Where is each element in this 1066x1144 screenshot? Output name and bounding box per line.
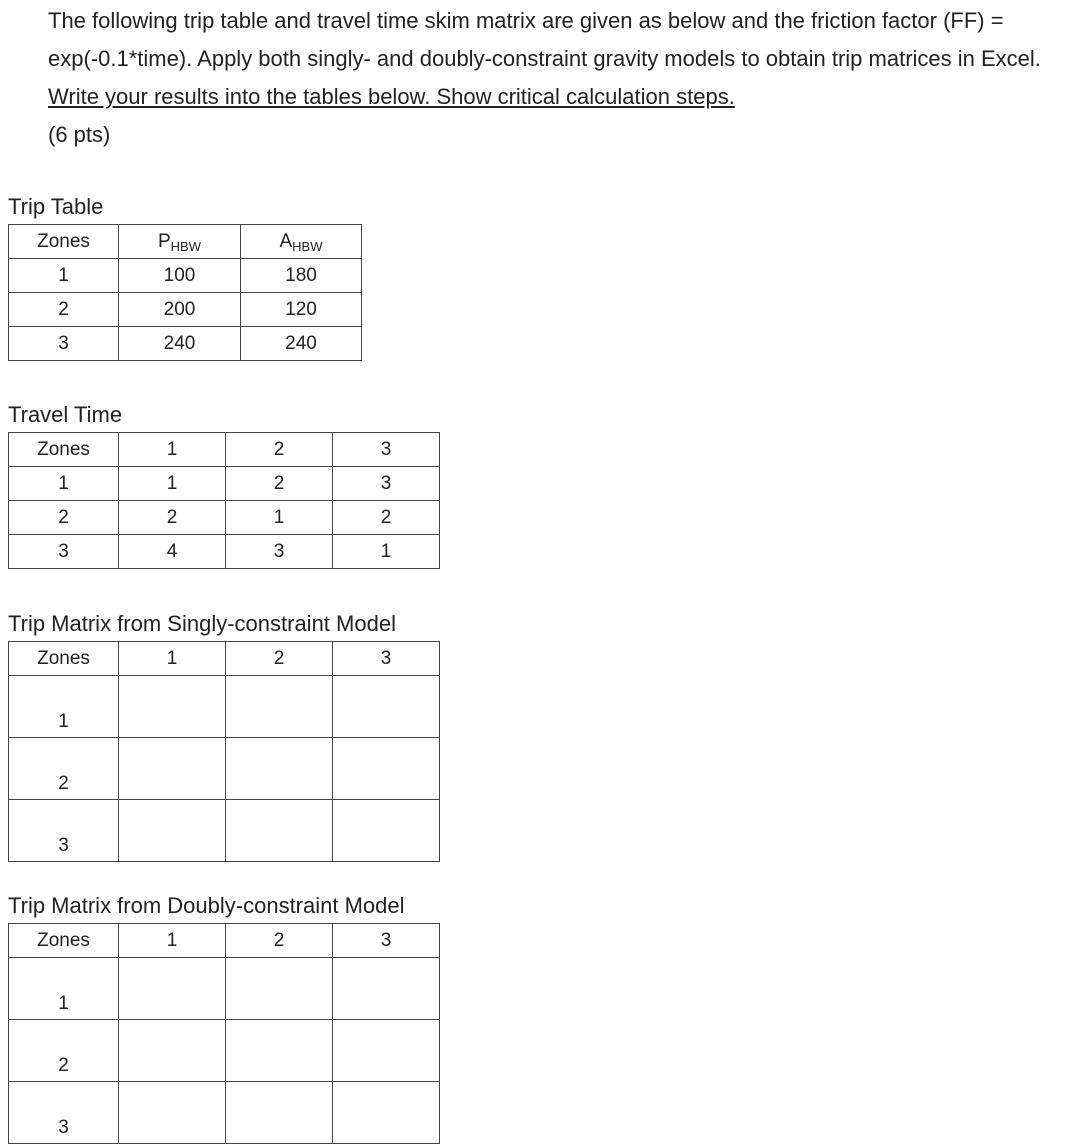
zone-cell: 2 <box>9 293 119 327</box>
travel-time-table <box>8 432 440 569</box>
attraction-cell: 120 <box>241 293 362 327</box>
header-zones: Zones <box>9 642 119 676</box>
zone-cell: 3 <box>9 800 119 862</box>
empty-answer-cell[interactable] <box>226 676 333 738</box>
header-production <box>119 225 241 259</box>
empty-answer-cell[interactable] <box>333 676 440 738</box>
table-row <box>9 259 362 293</box>
time-cell: 3 <box>226 535 333 569</box>
header-zone-1: 1 <box>119 642 226 676</box>
zone-cell: 1 <box>9 676 119 738</box>
zone-cell: 3 <box>9 327 119 361</box>
problem-text: The following trip table and travel time skim matrix are given as below and the friction factor (FF) = exp(-0.1*time). Apply both singly- and doubly-constraint gravity models to obtain trip matrices in Excel. <box>48 8 1041 71</box>
empty-answer-cell[interactable] <box>226 738 333 800</box>
header-zone-2: 2 <box>226 924 333 958</box>
trip-table-header <box>9 225 362 259</box>
empty-answer-cell[interactable] <box>226 800 333 862</box>
time-cell: 2 <box>119 501 226 535</box>
problem-statement <box>48 2 1063 154</box>
empty-answer-cell[interactable] <box>119 1082 226 1144</box>
table-row <box>9 535 440 569</box>
empty-answer-cell[interactable] <box>333 738 440 800</box>
empty-answer-cell[interactable] <box>333 958 440 1020</box>
header-zones: Zones <box>9 924 119 958</box>
doubly-matrix-header <box>9 924 440 958</box>
empty-answer-cell[interactable] <box>226 958 333 1020</box>
problem-instruction: Write your results into the tables below. Show critical calculation steps. <box>48 84 735 109</box>
empty-answer-cell[interactable] <box>333 800 440 862</box>
empty-answer-cell[interactable] <box>226 1082 333 1144</box>
attraction-subscript: HBW <box>292 238 323 254</box>
empty-answer-cell[interactable] <box>119 676 226 738</box>
travel-time-header <box>9 433 440 467</box>
singly-matrix-header <box>9 642 440 676</box>
table-row <box>9 467 440 501</box>
zone-cell: 2 <box>9 738 119 800</box>
table-row <box>9 800 440 862</box>
zone-cell: 2 <box>9 501 119 535</box>
production-cell: 240 <box>119 327 241 361</box>
table-row <box>9 293 362 327</box>
attraction-label: A <box>279 230 293 252</box>
time-cell: 1 <box>119 467 226 501</box>
production-subscript: HBW <box>170 238 202 254</box>
empty-answer-cell[interactable] <box>333 1082 440 1144</box>
singly-matrix-caption: Trip Matrix from Singly-constraint Model <box>8 611 396 636</box>
singly-trip-matrix <box>8 641 440 862</box>
zone-cell: 2 <box>9 1020 119 1082</box>
travel-time-caption: Travel Time <box>8 402 123 427</box>
table-row <box>9 676 440 738</box>
header-zone-1: 1 <box>119 924 226 958</box>
empty-answer-cell[interactable] <box>119 958 226 1020</box>
time-cell: 4 <box>119 535 226 569</box>
header-zones: Zones <box>9 433 119 467</box>
empty-answer-cell[interactable] <box>119 800 226 862</box>
time-cell: 1 <box>333 535 440 569</box>
empty-answer-cell[interactable] <box>226 1020 333 1082</box>
zone-cell: 1 <box>9 467 119 501</box>
zone-cell: 3 <box>9 1082 119 1144</box>
time-cell: 1 <box>226 501 333 535</box>
header-attraction <box>241 225 362 259</box>
production-cell: 100 <box>119 259 241 293</box>
time-cell: 2 <box>333 501 440 535</box>
trip-table-caption: Trip Table <box>8 194 104 219</box>
table-row <box>9 1020 440 1082</box>
table-row <box>9 501 440 535</box>
production-label: P <box>157 230 171 252</box>
header-zone-3: 3 <box>333 924 440 958</box>
header-zone-1: 1 <box>119 433 226 467</box>
header-zone-3: 3 <box>333 642 440 676</box>
zone-cell: 1 <box>9 259 119 293</box>
table-row <box>9 958 440 1020</box>
production-cell: 200 <box>119 293 241 327</box>
empty-answer-cell[interactable] <box>119 738 226 800</box>
attraction-cell: 240 <box>241 327 362 361</box>
time-cell: 2 <box>226 467 333 501</box>
doubly-trip-matrix <box>8 923 440 1144</box>
zone-cell: 3 <box>9 535 119 569</box>
empty-answer-cell[interactable] <box>333 1020 440 1082</box>
attraction-cell: 180 <box>241 259 362 293</box>
header-zone-2: 2 <box>226 433 333 467</box>
header-zone-2: 2 <box>226 642 333 676</box>
header-zones: Zones <box>9 225 119 259</box>
table-row <box>9 1082 440 1144</box>
trip-table <box>8 224 362 361</box>
zone-cell: 1 <box>9 958 119 1020</box>
table-row <box>9 738 440 800</box>
problem-points: (6 pts) <box>48 122 111 147</box>
time-cell: 3 <box>333 467 440 501</box>
empty-answer-cell[interactable] <box>119 1020 226 1082</box>
header-zone-3: 3 <box>333 433 440 467</box>
table-row <box>9 327 362 361</box>
doubly-matrix-caption: Trip Matrix from Doubly-constraint Model <box>8 893 405 918</box>
